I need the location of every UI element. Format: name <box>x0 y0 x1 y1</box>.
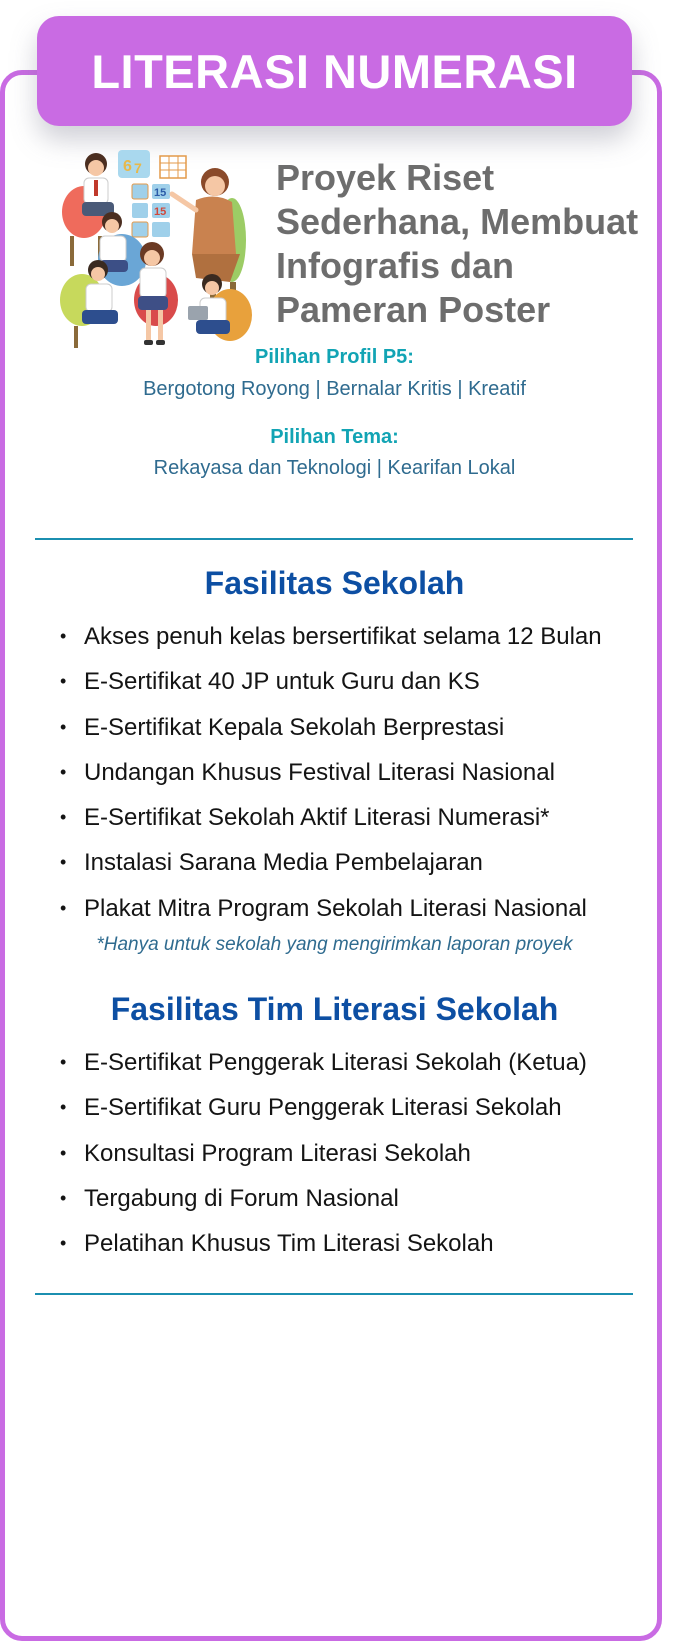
theme-value: Rekayasa dan Teknologi | Kearifan Lokal <box>153 457 516 479</box>
list-item: • E-Sertifikat Kepala Sekolah Berprestasi <box>60 705 602 750</box>
list-item: • Pelatihan Khusus Tim Literasi Sekolah <box>60 1221 587 1266</box>
school-facilities-title: Fasilitas Sekolah <box>204 565 465 601</box>
list-item: • E-Sertifikat 40 JP untuk Guru dan KS <box>60 659 602 704</box>
project-title: Proyek Riset Sederhana, Membuat Infografis dan Pameran Poster <box>276 157 639 330</box>
list-item: • Instalasi Sarana Media Pembelajaran <box>60 840 602 885</box>
school-facilities-list <box>60 614 602 931</box>
list-item: • Plakat Mitra Program Sekolah Literasi Nasional <box>60 886 602 931</box>
list-item: • Konsultasi Program Literasi Sekolah <box>60 1131 587 1176</box>
list-item: • E-Sertifikat Penggerak Literasi Sekolah (Ketua) <box>60 1040 587 1085</box>
board-number: 15 <box>154 206 167 218</box>
theme-info <box>37 426 632 480</box>
footnote: *Hanya untuk sekolah yang mengirimkan laporan proyek <box>96 934 573 955</box>
list-item: • Akses penuh kelas bersertifikat selama 12 Bulan <box>60 614 602 659</box>
section-divider <box>35 1293 633 1295</box>
list-item: • Undangan Khusus Festival Literasi Nasional <box>60 750 602 795</box>
theme-label: Pilihan Tema: <box>270 426 399 448</box>
profile-value: Bergotong Royong | Bernalar Kritis | Kreatif <box>143 378 526 400</box>
header-banner <box>37 16 632 126</box>
profile-label: Pilihan Profil P5: <box>255 346 414 368</box>
students-teacher-icon <box>60 150 256 350</box>
page-title: LITERASI NUMERASI <box>91 44 578 98</box>
section-divider <box>35 538 633 540</box>
team-facilities-list <box>60 1040 587 1266</box>
board-number: 7 <box>134 160 142 176</box>
profile-info <box>37 346 632 401</box>
list-item: • E-Sertifikat Sekolah Aktif Literasi Numerasi* <box>60 795 602 840</box>
list-item: • Tergabung di Forum Nasional <box>60 1176 587 1221</box>
board-number: 15 <box>154 187 167 199</box>
team-facilities-title: Fasilitas Tim Literasi Sekolah <box>110 991 559 1027</box>
grid-card <box>160 156 186 178</box>
board-number: 6 <box>123 158 132 175</box>
list-item: • E-Sertifikat Guru Penggerak Literasi Sekolah <box>60 1085 587 1130</box>
